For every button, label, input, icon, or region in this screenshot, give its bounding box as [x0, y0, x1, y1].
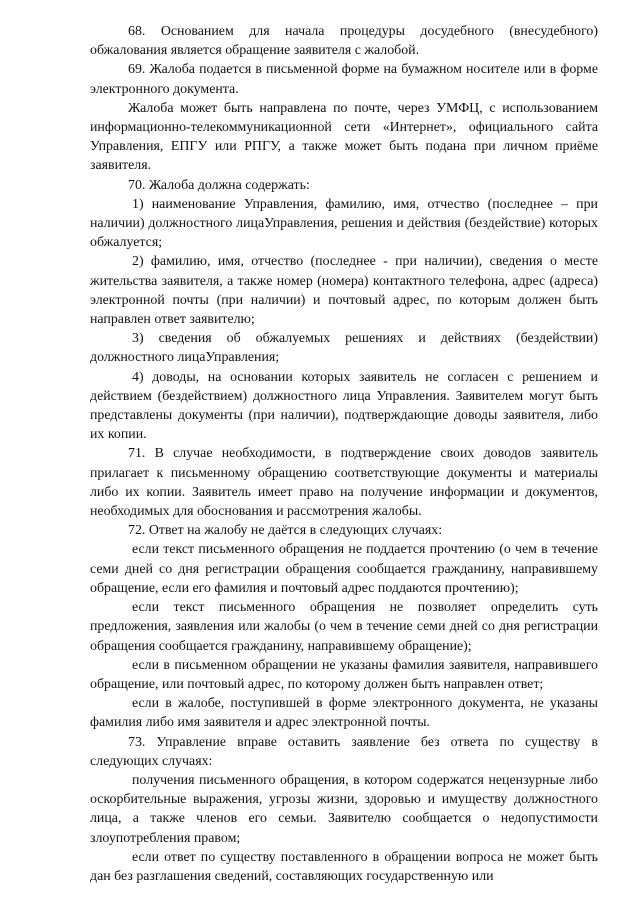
paragraph-71: 71. В случае необходимости, в подтверждение своих доводов заявитель прилагает к письменному обращению соответствующие документы и материалы либо их копии. Заявитель имеет право на получение информации и документов, необходимых для обоснования и рассмотрения жалобы.	[90, 446, 598, 520]
case-73-secret: если ответ по существу поставленного в обращении вопроса не может быть дан без разглашения сведений, составляющих государственную или	[90, 849, 598, 884]
list-item-70-2: 2) фамилию, имя, отчество (последнее - при наличии), сведения о месте жительства заявителя, а также номер (номера) контактного телефона, адрес (адреса) электронной почты (при наличии) и почтовый адрес, по которым должен быть направлен ответ заявителю;	[90, 254, 598, 328]
list-item-70-3: 3) сведения об обжалуемых решениях и действиях (бездействии) должностного лицаУправления;	[90, 331, 598, 366]
case-72-unclear: если текст письменного обращения не позволяет определить суть предложения, заявления или жалобы (о чем в течение семи дней со дня регистрации обращения сообщается гражданину, направившему обращение);	[90, 600, 598, 654]
document-page	[90, 22, 598, 886]
paragraph-69: 69. Жалоба подается в письменной форме на бумажном носителе или в форме электронного документа.	[90, 62, 598, 97]
list-item-70-1: 1) наименование Управления, фамилию, имя, отчество (последнее – при наличии) должностного лицаУправления, решения и действия (бездействие) которых обжалуется;	[90, 196, 598, 251]
case-73-offensive: получения письменного обращения, в котором содержатся нецензурные либо оскорбительные выражения, угрозы жизни, здоровью и имуществу должностного лица, а также членов его семьи. Заявителю сообщается о недопустимости злоупотребления правом;	[90, 772, 598, 846]
paragraph-70: 70. Жалоба должна содержать:	[128, 177, 310, 193]
paragraph-68: 68. Основанием для начала процедуры досудебного (внесудебного) обжалования является обращение заявителя с жалобой.	[90, 24, 598, 59]
paragraph-69-channels: Жалоба может быть направлена по почте, через УМФЦ, с использованием информационно-телекоммуникационной сети «Интернет», официального сайта Управления, ЕПГУ или РПГУ, а также может быть подана при личном приёме заявителя.	[90, 100, 598, 174]
case-72-unreadable: если текст письменного обращения не поддается прочтению (о чем в течение семи дней со дня регистрации обращения сообщается гражданину, направившему обращение, если его фамилия и почтовый адрес поддаются прочтению);	[90, 542, 598, 596]
list-item-70-4: 4) доводы, на основании которых заявитель не согласен с решением и действием (бездействием) должностного лица Управления. Заявителем могут быть представлены документы (при наличии), подтверждающие доводы заявителя, либо их копии.	[90, 369, 598, 443]
case-72-electronic: если в жалобе, поступившей в форме электронного документа, не указаны фамилия либо имя заявителя и адрес электронной почты.	[90, 696, 598, 731]
case-72-no-name: если в письменном обращении не указаны фамилия заявителя, направившего обращение, или почтовый адрес, по которому должен быть направлен ответ;	[90, 657, 598, 692]
paragraph-73: 73. Управление вправе оставить заявление без ответа по существу в следующих случаях:	[90, 734, 598, 769]
paragraph-72: 72. Ответ на жалобу не даётся в следующих случаях:	[128, 523, 443, 539]
